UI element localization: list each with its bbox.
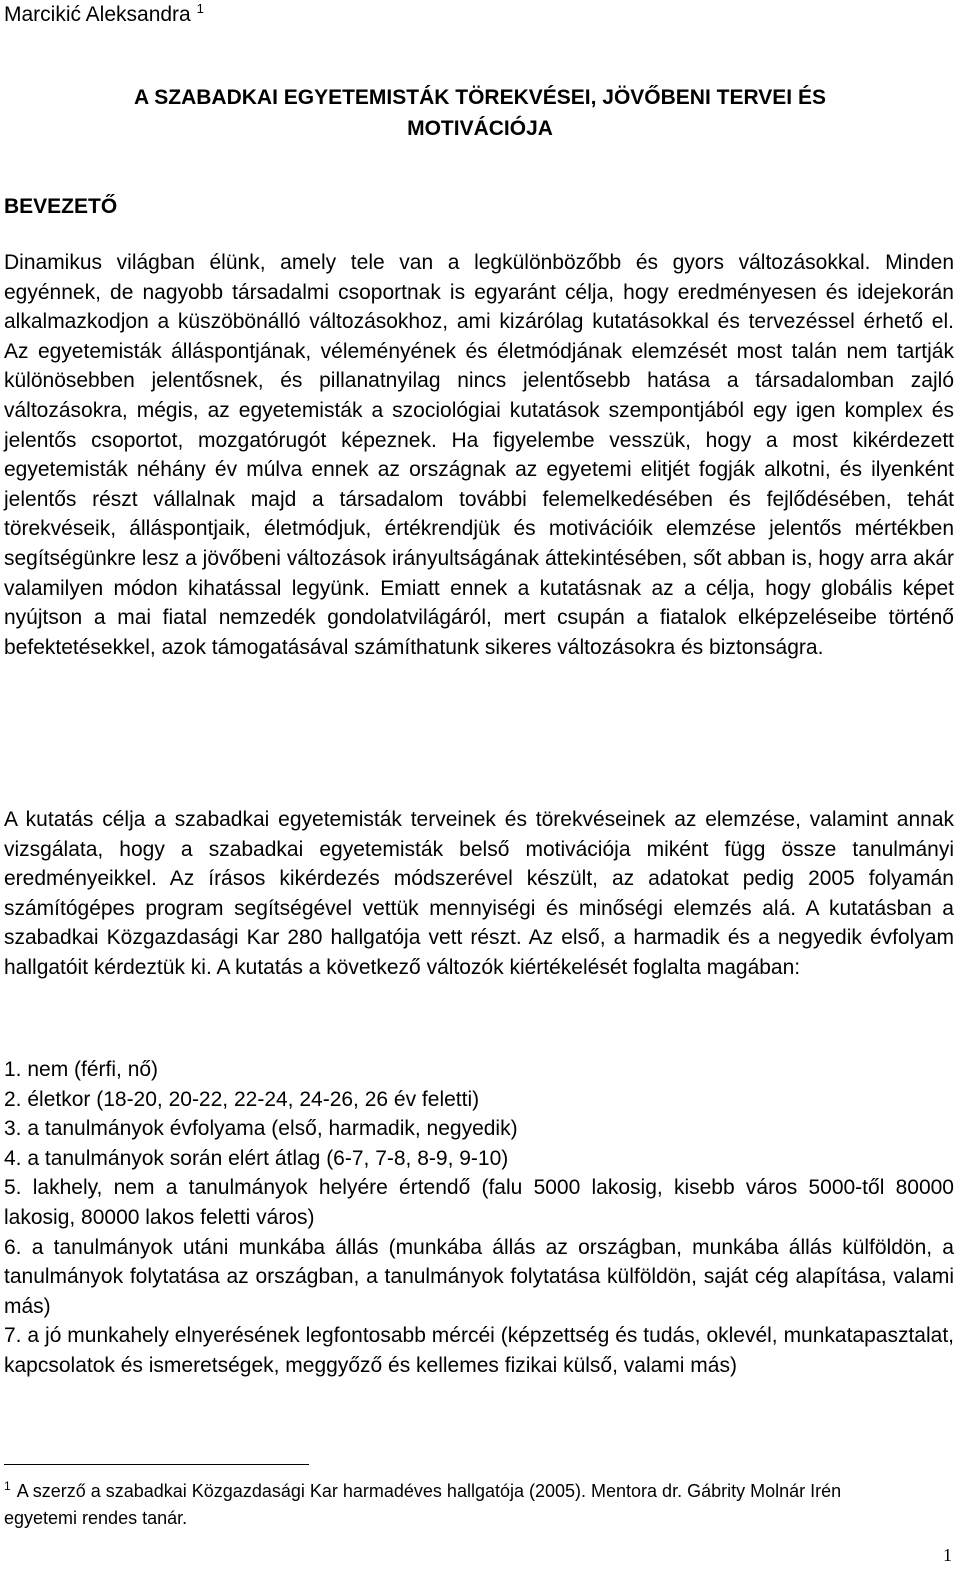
list-item: 1. nem (férfi, nő) — [4, 1058, 159, 1081]
body-paragraph-intro: Dinamikus világban élünk, amely tele van a legkülönbözőbb és gyors változásokkal. Minden egyénnek, de nagyobb társadalmi csoportnak is egyaránt célja, hogy eredményesen és idejekorán alkalmazkodjon a küszöbönálló változásokhoz, ami kizárólag kutatásokkal és tervezéssel érhető el. Az egyetemisták álláspontjának, véleményének és életmódjának elemzését most talán nem tartják különösebben jelentősnek, és pillanatnyilag nincs jelentősebb hatása a társadalomban zajló változásokra, mégis, az egyetemisták a szociológiai kutatások szempontjából egy igen komplex és jelentős csoportot, mozgatórugót képeznek. Ha figyelembe vesszük, hogy a most kikérdezett egyetemisták néhány év múlva ennek az országnak az egyetemi elitjét fogják alkotni, és ilyenként jelentős részt vállalnak majd a társadalom további felemelkedésében és fejlődésében, tehát törekvéseik, álláspontjaik, életmódjuk, értékrendjük és motivációik elemzése jelentős mértékben segítségünkre lesz a jövőbeni változások irányultságának áttekintésében, sőt abban is, hogy arra akár valamilyen módon kihatással legyünk. Emiatt ennek a kutatásnak az a célja, hogy globális képet nyújtson a mai fiatal nemzedék gondolatvilágáról, mert csupán a fiatalok elképzeléseibe történő befektetésekkel, azok támogatásával számíthatunk sikeres változásokra és biztonságra. — [4, 251, 954, 659]
document-title — [0, 82, 960, 144]
footnote-marker: 1 — [4, 1479, 11, 1493]
list-item: 7. a jó munkahely elnyerésének legfontosabb mércéi (képzettség és tudás, oklevél, munkatapasztalat, kapcsolatok és ismeretségek, meggyőző és kellemes fizikai külső, valami más) — [4, 1324, 954, 1377]
footnote — [4, 1478, 904, 1532]
list-item: 4. a tanulmányok során elért átlag (6-7, 7-8, 8-9, 9-10) — [4, 1146, 509, 1170]
title-line-2: MOTIVÁCIÓJA — [407, 117, 553, 140]
section-heading: BEVEZETŐ — [4, 195, 118, 218]
list-item: 6. a tanulmányok utáni munkába állás (munkába állás az országban, munkába állás külföldön, a tanulmányok folytatása az országban, a tanulmányok folytatása külföldön, saját cég alapítása, valami más) — [4, 1235, 954, 1318]
list-item: 5. lakhely, nem a tanulmányok helyére értendő (falu 5000 lakosig, kisebb város 5000-től 80000 lakosig, 80000 lakos feletti város) — [4, 1176, 954, 1229]
footnote-text: A szerző a szabadkai Közgazdasági Kar harmadéves hallgatója (2005). Mentora dr. Gábrity Molnár Irén egyetemi rendes tanár. — [4, 1481, 842, 1528]
list-item: 2. életkor (18-20, 20-22, 22-24, 24-26, 26 év feletti) — [4, 1087, 480, 1111]
page-number: 1 — [943, 1545, 952, 1565]
author-name-text: Marcikić Aleksandra — [4, 3, 191, 26]
footnote-reference: 1 — [196, 1, 204, 16]
title-line-1: A SZABADKAI EGYETEMISTÁK TÖREKVÉSEI, JÖVŐBENI TERVEI ÉS — [134, 86, 826, 109]
list-item: 3. a tanulmányok évfolyama (első, harmadik, negyedik) — [4, 1117, 518, 1141]
variable-list — [4, 1055, 954, 1381]
author-name — [4, 2, 204, 28]
body-paragraph-research-aim: A kutatás célja a szabadkai egyetemisták terveinek és törekvéseinek az elemzése, valamint annak vizsgálata, hogy a szabadkai egyetemisták belső motivációja miként függ össze tanulmányi eredményeikkel. Az írásos kikérdezés módszerével készült, az adatokat pedig 2005 folyamán számítógépes program segítségével vettük mennyiségi és minőségi elemzés alá. A kutatásban a szabadkai Közgazdasági Kar 280 hallgatója vett részt. Az első, a harmadik és a negyedik évfolyam hallgatóit kérdeztük ki. A kutatás a következő változók kiértékelését foglalta magában: — [4, 808, 954, 979]
footnote-divider — [4, 1464, 309, 1465]
